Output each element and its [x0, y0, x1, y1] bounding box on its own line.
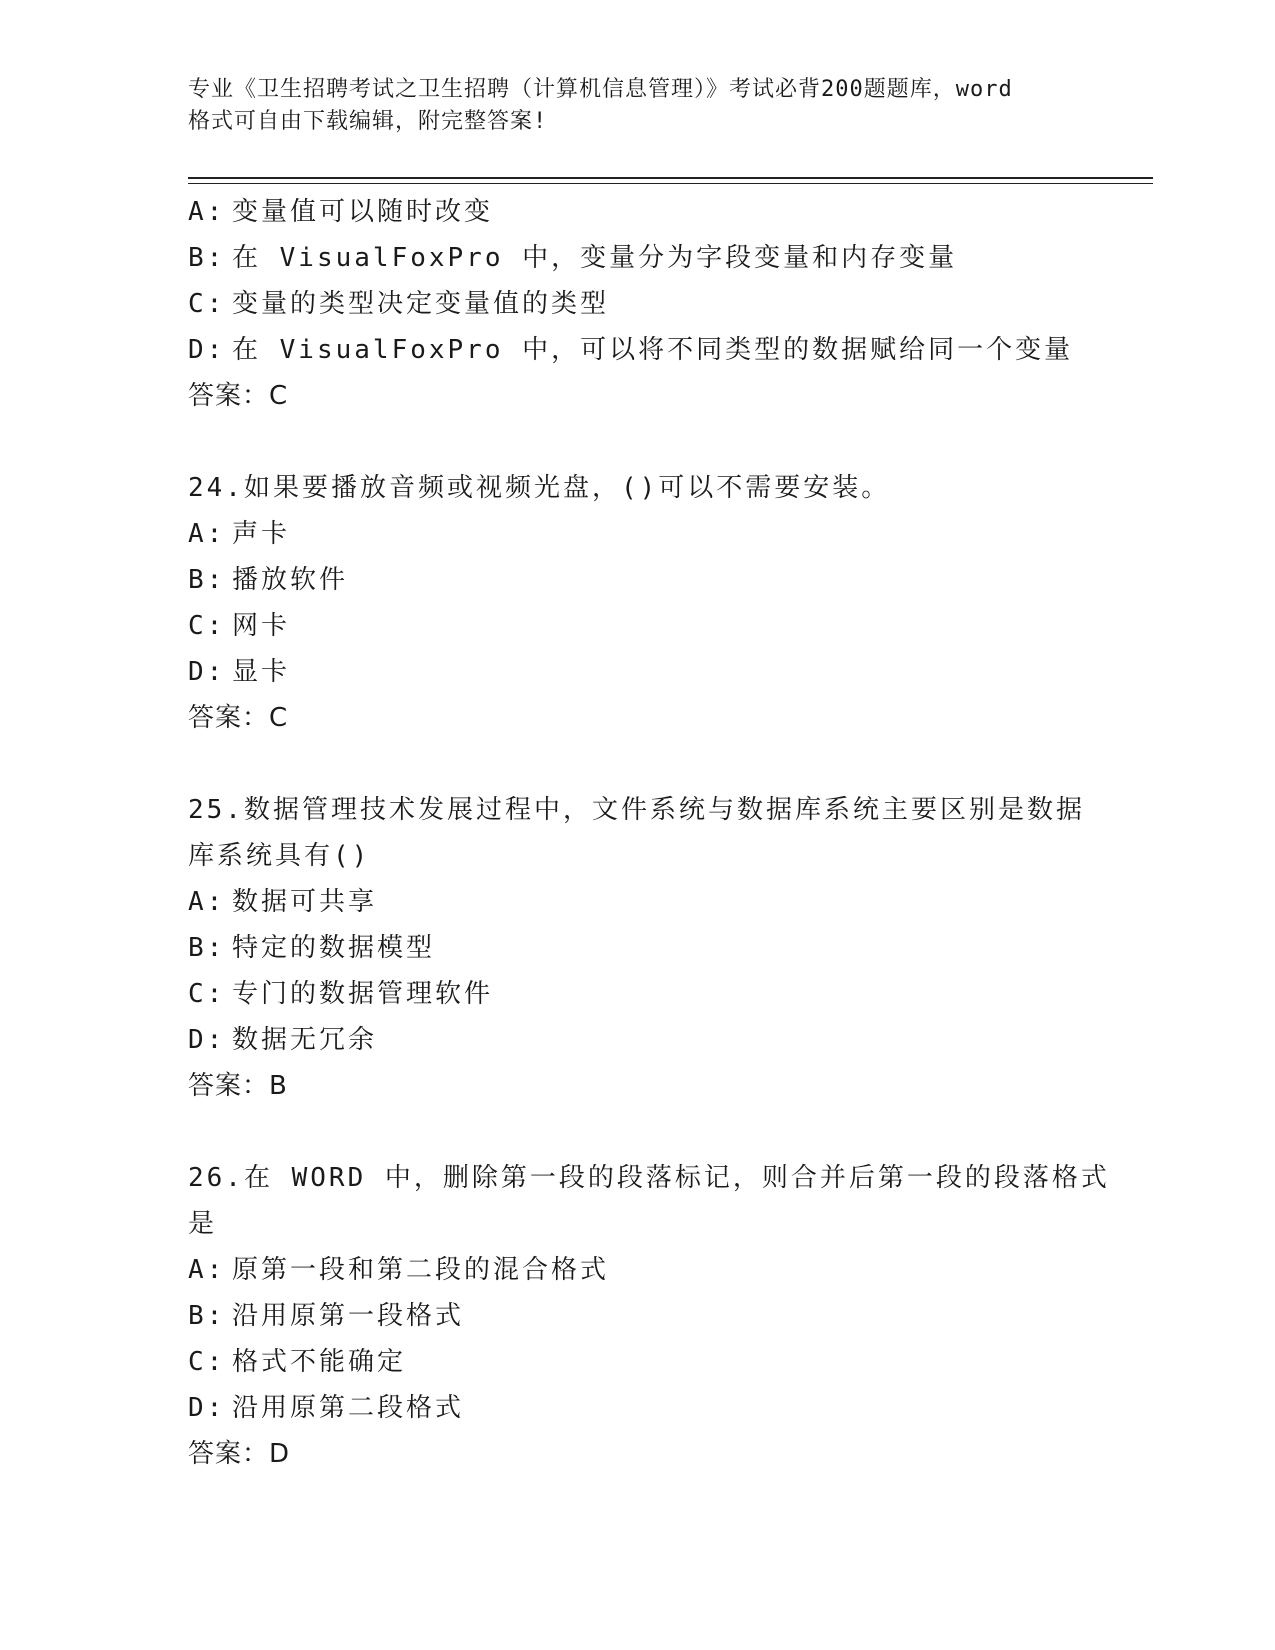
question-block-25	[188, 787, 1128, 1109]
option-d: D: 沿用原第二段格式	[188, 1393, 465, 1423]
option-c: C: 专门的数据管理软件	[188, 979, 494, 1009]
option-c: C: 变量的类型决定变量值的类型	[188, 289, 610, 319]
option-a: A: 数据可共享	[188, 887, 378, 917]
header-line-2: 格式可自由下载编辑，附完整答案!	[188, 109, 548, 134]
question-content	[188, 189, 1128, 1477]
option-c: C: 格式不能确定	[188, 1347, 407, 1377]
answer-text: 答案：C	[188, 703, 289, 733]
answer-text: 答案：B	[188, 1071, 288, 1101]
question-text-line-1: 25.数据管理技术发展过程中，文件系统与数据库系统主要区别是数据	[188, 795, 1085, 825]
answer-text: 答案：C	[188, 381, 289, 411]
spacer	[188, 419, 1128, 465]
option-b: B: 特定的数据模型	[188, 933, 436, 963]
header-line-1: 专业《卫生招聘考试之卫生招聘（计算机信息管理）》考试必背200题题库，word	[188, 77, 1013, 102]
question-text-line-2: 库系统具有()	[188, 841, 371, 871]
option-d: D: 数据无冗余	[188, 1025, 378, 1055]
option-b: B: 播放软件	[188, 565, 349, 595]
question-text-line-1: 26.在 WORD 中，删除第一段的段落标记，则合并后第一段的段落格式	[188, 1163, 1110, 1193]
option-d: D: 在 VisualFoxPro 中，可以将不同类型的数据赋给同一个变量	[188, 335, 1074, 365]
question-block-26	[188, 1155, 1128, 1477]
spacer	[188, 741, 1128, 787]
header-rule-thick	[188, 177, 1153, 179]
question-block-24	[188, 465, 1128, 741]
option-d: D: 显卡	[188, 657, 291, 687]
answer-text: 答案：D	[188, 1439, 291, 1469]
spacer	[188, 1109, 1128, 1155]
option-a: A: 声卡	[188, 519, 291, 549]
option-b: B: 在 VisualFoxPro 中，变量分为字段变量和内存变量	[188, 243, 958, 273]
question-text-line-2: 是	[188, 1209, 218, 1239]
option-b: B: 沿用原第一段格式	[188, 1301, 465, 1331]
option-c: C: 网卡	[188, 611, 291, 641]
question-text: 24.如果要播放音频或视频光盘，()可以不需要安装。	[188, 473, 891, 503]
question-block-23	[188, 189, 1128, 419]
document-header	[188, 74, 1088, 138]
option-a: A: 变量值可以随时改变	[188, 197, 494, 227]
header-rule-thin	[188, 183, 1153, 184]
option-a: A: 原第一段和第二段的混合格式	[188, 1255, 610, 1285]
